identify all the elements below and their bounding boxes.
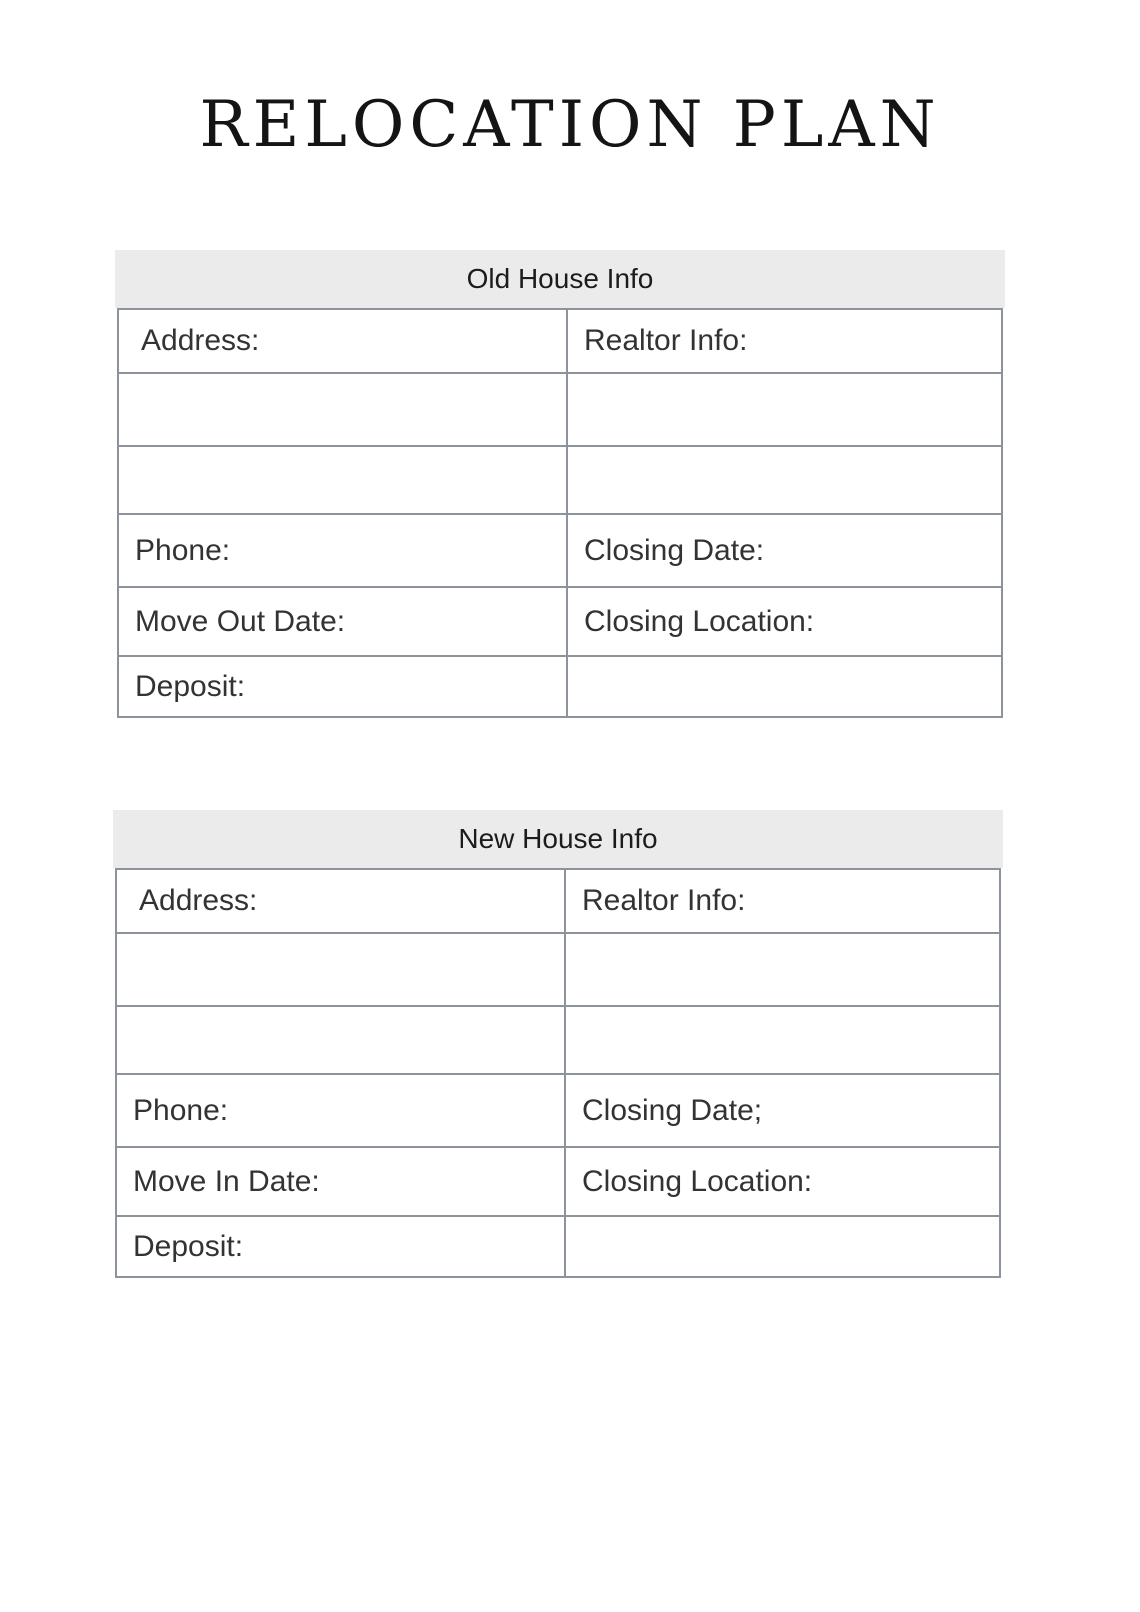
table-row [118, 446, 1002, 514]
new-move-in-date-field[interactable]: Move In Date: [116, 1147, 565, 1216]
table-row [118, 587, 1002, 656]
old-realtor-label[interactable]: Realtor Info: [567, 309, 1002, 373]
table-row [116, 1074, 1000, 1147]
old-move-out-date-field[interactable]: Move Out Date: [118, 587, 567, 656]
old-address-line-2[interactable] [118, 446, 567, 514]
table-row [116, 1147, 1000, 1216]
new-realtor-line-1[interactable] [565, 933, 1000, 1006]
new-house-table [115, 868, 1001, 1278]
new-closing-date-field[interactable]: Closing Date; [565, 1074, 1000, 1147]
table-row [116, 1216, 1000, 1277]
table-row [118, 514, 1002, 587]
table-row [116, 933, 1000, 1006]
table-row [116, 1006, 1000, 1074]
table-row [118, 309, 1002, 373]
old-closing-location-field[interactable]: Closing Location: [567, 587, 1002, 656]
old-house-header: Old House Info [115, 250, 1005, 308]
old-address-label[interactable]: Address: [118, 309, 567, 373]
old-realtor-line-1[interactable] [567, 373, 1002, 446]
new-house-header: New House Info [113, 810, 1003, 868]
new-realtor-label[interactable]: Realtor Info: [565, 869, 1000, 933]
table-row [118, 656, 1002, 717]
new-phone-field[interactable]: Phone: [116, 1074, 565, 1147]
new-realtor-line-2[interactable] [565, 1006, 1000, 1074]
old-deposit-field[interactable]: Deposit: [118, 656, 567, 717]
new-house-section [113, 810, 1003, 1278]
new-closing-location-field[interactable]: Closing Location: [565, 1147, 1000, 1216]
old-address-line-1[interactable] [118, 373, 567, 446]
table-row [116, 869, 1000, 933]
old-empty-cell[interactable] [567, 656, 1002, 717]
old-house-table [117, 308, 1003, 718]
new-address-label[interactable]: Address: [116, 869, 565, 933]
old-house-section [115, 250, 1005, 718]
new-address-line-1[interactable] [116, 933, 565, 1006]
page-title: RELOCATION PLAN [199, 88, 941, 162]
old-phone-field[interactable]: Phone: [118, 514, 567, 587]
table-row [118, 373, 1002, 446]
old-realtor-line-2[interactable] [567, 446, 1002, 514]
old-closing-date-field[interactable]: Closing Date: [567, 514, 1002, 587]
new-deposit-field[interactable]: Deposit: [116, 1216, 565, 1277]
new-address-line-2[interactable] [116, 1006, 565, 1074]
new-empty-cell[interactable] [565, 1216, 1000, 1277]
